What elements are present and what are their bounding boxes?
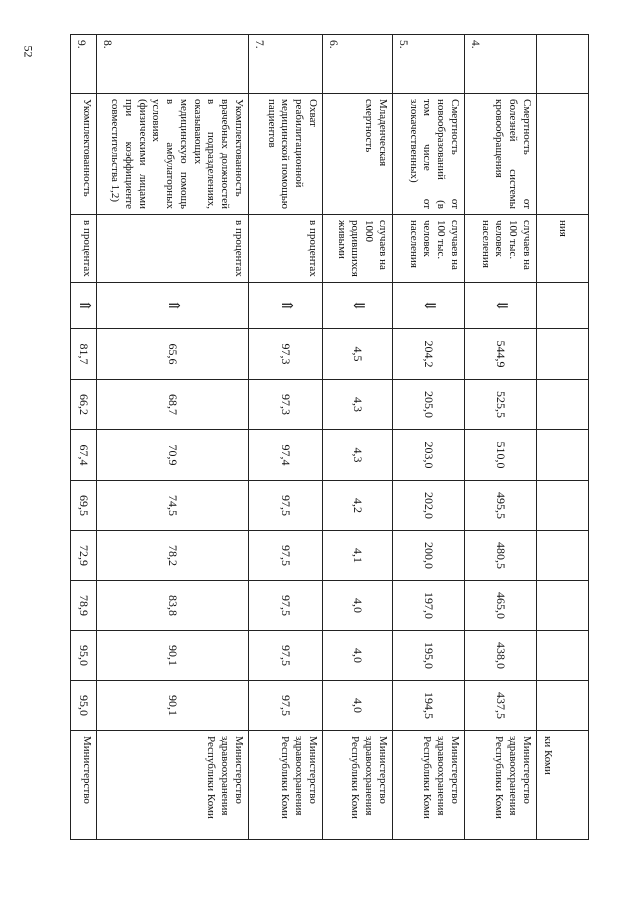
indicator-name: Охват реабилитационной медицинской помощью пациентов [249,94,323,215]
value-cell: 480,5 [465,531,537,581]
header-cell [537,481,589,531]
value-cell: 72,9 [71,531,97,581]
indicator-name: Смертность от новообразований (в том числе от злокачественных) [393,94,465,215]
indicator-name: Младенческая смертность [323,94,393,215]
indicators-table [70,34,589,840]
header-cell [537,283,589,329]
value-cell: 81,7 [71,329,97,380]
value-cell: 67,4 [71,430,97,481]
value-cell: 510,0 [465,430,537,481]
table-row [323,35,393,840]
value-cell: 4,3 [323,380,393,430]
value-cell: 97,4 [249,430,323,481]
header-unit-cont: ния [537,215,589,283]
value-cell: 95,0 [71,631,97,681]
responsible-cell: Министерство здравоохранения Республики Коми [97,731,249,840]
header-responsible-cont: ки Коми [537,731,589,840]
value-cell: 97,3 [249,380,323,430]
value-cell: 97,5 [249,681,323,731]
table-row [97,35,249,840]
value-cell: 4,2 [323,481,393,531]
unit-cell: случаев на 100 тыс. человек населения [393,215,465,283]
rotated-table-container [71,34,589,839]
responsible-cell: Министерство здравоохранения Республики Коми [393,731,465,840]
table-row [393,35,465,840]
value-cell: 437,5 [465,681,537,731]
indicator-name: Укомплектованность врачебных должностей в подразделениях, оказывающих медицинскую помощь в амбулаторных условиях (физическими лицами при коэффициенте совместительства 1,2) [97,94,249,215]
value-cell: 194,5 [393,681,465,731]
value-cell: 200,0 [393,531,465,581]
value-cell: 465,0 [465,581,537,631]
responsible-cell: Министерство [71,731,97,840]
direction-up-icon: ⇑ [97,283,249,329]
table-row [465,35,537,840]
value-cell: 74,5 [97,481,249,531]
unit-cell: в процентах [97,215,249,283]
value-cell: 4,0 [323,681,393,731]
header-cell [537,631,589,681]
responsible-cell: Министерство здравоохранения Республики Коми [323,731,393,840]
header-cell [537,531,589,581]
direction-down-icon: ⇓ [393,283,465,329]
value-cell: 97,5 [249,531,323,581]
table-row [249,35,323,840]
indicator-name: Укомплектованность [71,94,97,215]
value-cell: 90,1 [97,631,249,681]
header-cell [537,94,589,215]
value-cell: 66,2 [71,380,97,430]
direction-down-icon: ⇓ [323,283,393,329]
value-cell: 204,2 [393,329,465,380]
value-cell: 97,3 [249,329,323,380]
unit-cell: в процентах [249,215,323,283]
value-cell: 97,5 [249,581,323,631]
value-cell: 83,8 [97,581,249,631]
table-row [71,35,97,840]
value-cell: 195,0 [393,631,465,681]
responsible-cell: Министерство здравоохранения Республики Коми [249,731,323,840]
direction-down-icon: ⇓ [465,283,537,329]
value-cell: 438,0 [465,631,537,681]
value-cell: 95,0 [71,681,97,731]
value-cell: 97,5 [249,631,323,681]
value-cell: 197,0 [393,581,465,631]
value-cell: 4,1 [323,531,393,581]
header-continuation-row [537,35,589,840]
row-number: 6. [323,35,393,94]
value-cell: 68,7 [97,380,249,430]
header-cell [537,380,589,430]
row-number: 5. [393,35,465,94]
header-cell [537,581,589,631]
unit-cell: случаев на 100 тыс. человек населения [465,215,537,283]
row-number: 7. [249,35,323,94]
unit-cell: случаев на 1000 родившихся живыми [323,215,393,283]
value-cell: 4,5 [323,329,393,380]
page-number: 52 [21,45,36,58]
value-cell: 78,9 [71,581,97,631]
value-cell: 78,2 [97,531,249,581]
value-cell: 495,5 [465,481,537,531]
direction-up-icon: ⇑ [249,283,323,329]
value-cell: 544,9 [465,329,537,380]
header-cell [537,430,589,481]
row-number: 8. [97,35,249,94]
value-cell: 4,0 [323,631,393,681]
value-cell: 69,5 [71,481,97,531]
value-cell: 90,1 [97,681,249,731]
value-cell: 97,5 [249,481,323,531]
indicator-name: Смертность от болезней системы кровообращения [465,94,537,215]
value-cell: 4,0 [323,581,393,631]
value-cell: 205,0 [393,380,465,430]
header-cell [537,329,589,380]
unit-cell: в процентах [71,215,97,283]
direction-up-icon: ⇑ [71,283,97,329]
value-cell: 203,0 [393,430,465,481]
row-number: 4. [465,35,537,94]
header-cell [537,681,589,731]
value-cell: 70,9 [97,430,249,481]
value-cell: 65,6 [97,329,249,380]
row-number: 9. [71,35,97,94]
value-cell: 202,0 [393,481,465,531]
responsible-cell: Министерство здравоохранения Республики Коми [465,731,537,840]
header-cell [537,35,589,94]
value-cell: 4,3 [323,430,393,481]
value-cell: 525,5 [465,380,537,430]
